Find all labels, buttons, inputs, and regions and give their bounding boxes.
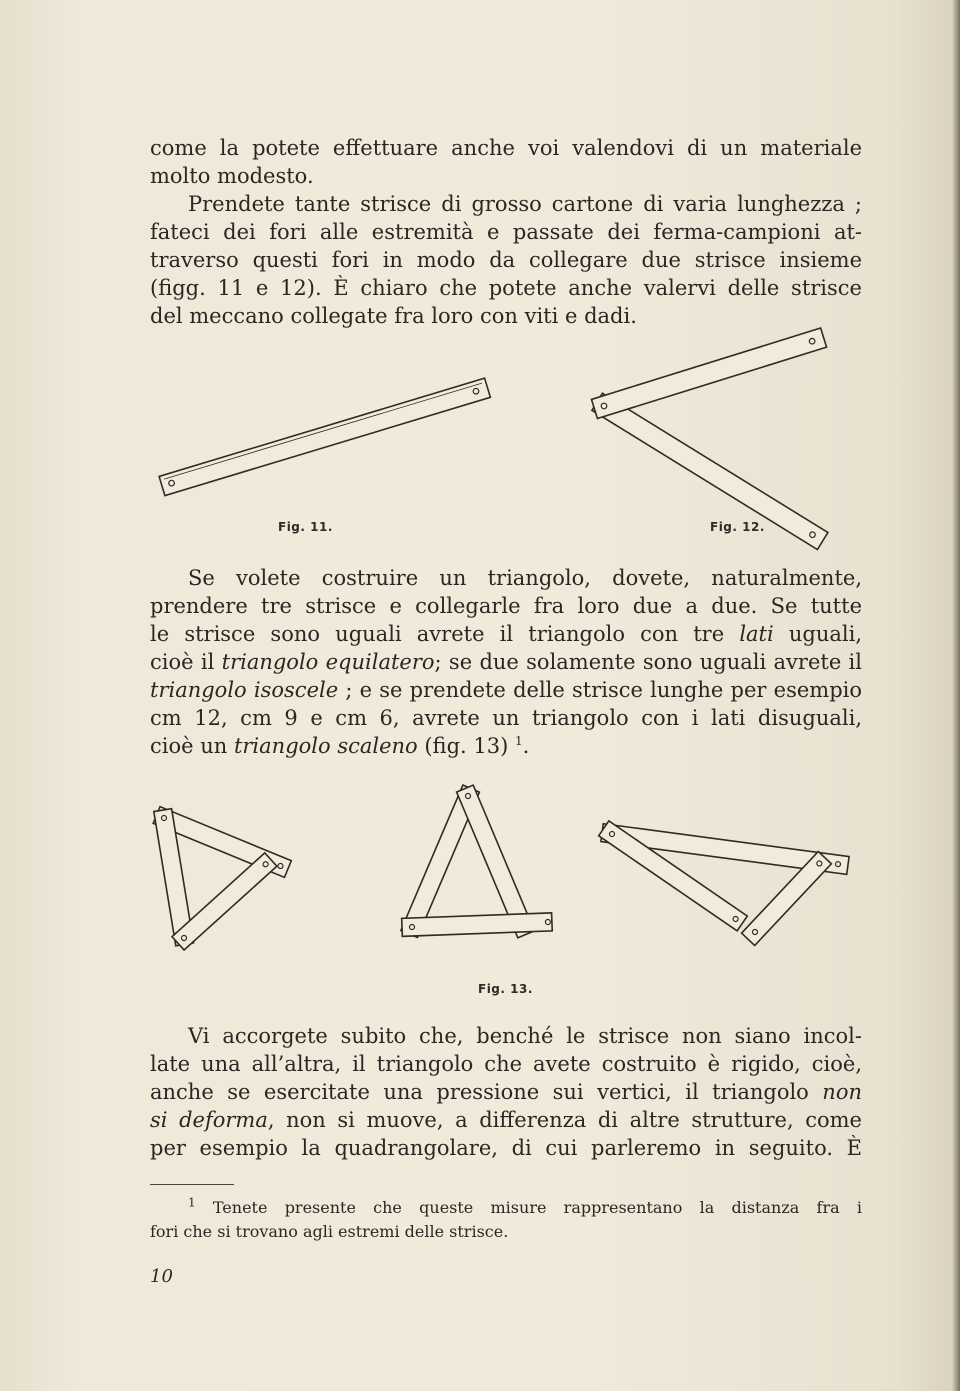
paragraph-intro [150,134,862,190]
text-line: come la potete effettuare anche voi valendovi di un materiale [150,136,862,160]
text-line: late una all’altra, il triangolo che avete costruito è rigido, cioè, [150,1052,862,1076]
figure-12-caption: Fig. 12. [710,520,765,534]
text-line: Prendete tante strisce di grosso cartone di varia lunghezza ; [188,192,862,216]
footnote-line: fori che si trovano agli estremi delle strisce. [150,1222,509,1241]
strip [159,378,490,495]
page-edge-shadow [952,0,960,1391]
triangle-left [153,807,291,950]
triangle-middle [401,785,552,938]
footnote [150,1196,862,1244]
figure-11-single-strip [150,380,490,510]
paragraph-triangles [150,564,862,760]
text-line: cm 12, cm 9 e cm 6, avrete un triangolo con i lati disuguali, [150,706,862,730]
text-line: (figg. 11 e 12). È chiaro che potete anche valervi delle strisce [150,276,862,300]
footnote-line: $^1$ Tenete presente che queste misure rappresentano la distanza fra i [188,1195,862,1217]
text-line: si deforma, non si muove, a differenza di altre strutture, come [150,1108,862,1132]
strip [591,328,826,418]
paragraph-strips [150,190,862,330]
text-line: cioè il triangolo equilatero; se due solamente sono uguali avrete il [150,650,862,674]
text-line: le strisce sono uguali avrete il triangolo con tre lati uguali, [150,622,863,646]
page-number: 10 [150,1266,173,1287]
paragraph-rigidity [150,1022,862,1162]
text-line: fateci dei fori alle estremità e passate dei ferma-campioni at- [150,220,862,244]
figure-13-triangles [150,780,870,980]
footnote-rule [150,1184,234,1185]
figure-11-caption: Fig. 11. [278,520,333,534]
text-line: del meccano collegate fra loro con viti e dadi. [150,304,637,328]
figure-12-hinged-strips [580,340,860,510]
text-line: Vi accorgete subito che, benché le strisce non siano incol- [188,1024,862,1048]
text-line: Se volete costruire un triangolo, dovete, naturalmente, [188,566,862,590]
text-line: molto modesto. [150,164,314,188]
triangle-right [599,821,849,946]
text-line: per esempio la quadrangolare, di cui parleremo in seguito. È [150,1136,862,1160]
text-line: triangolo isoscele ; e se prendete delle strisce lunghe per esempio [150,678,862,702]
text-line: traverso questi fori in modo da collegare due strisce insieme [150,248,862,272]
text-line: anche se esercitate una pressione sui vertici, il triangolo non [150,1080,862,1104]
figure-13-caption: Fig. 13. [478,982,533,996]
footnote-ref: 1 [514,734,523,748]
text-line: prendere tre strisce e collegarle fra loro due a due. Se tutte [150,594,862,618]
footnote-marker: 1 [188,1195,196,1210]
text-line: cioè un triangolo scaleno (fig. 13) $^1$. [150,734,530,758]
